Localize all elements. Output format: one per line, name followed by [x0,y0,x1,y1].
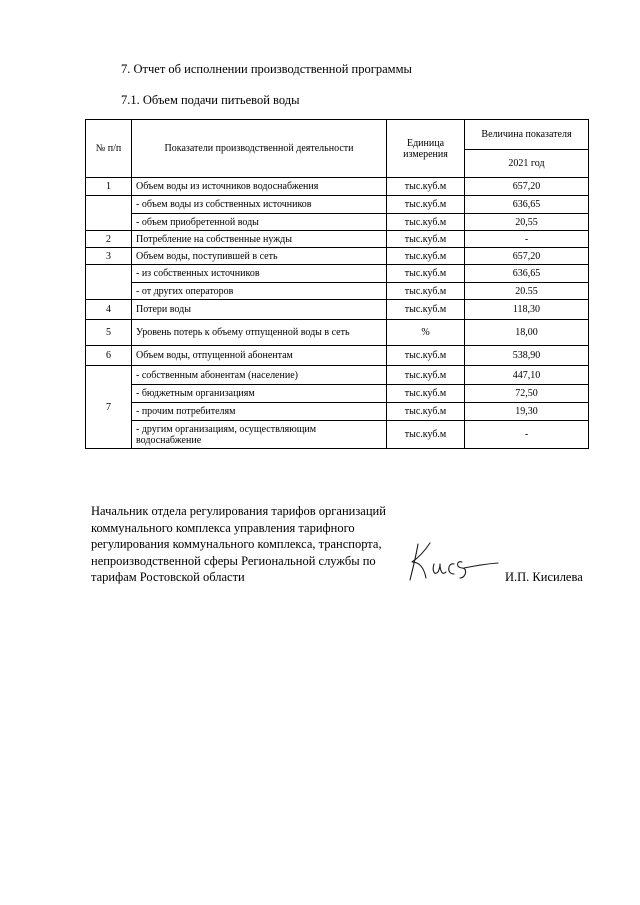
row-indicator: - собственным абонентам (население) [132,366,387,385]
row-num [86,265,132,300]
signatory-position [91,503,407,586]
row-unit: тыс.куб.м [387,346,465,366]
section-title: 7. Отчет об исполнении производственной программы [121,62,412,76]
signatory-name: И.П. Кисилева [505,570,583,584]
table-row [86,265,589,283]
row-indicator: - бюджетным организациям [132,385,387,403]
row-num: 4 [86,300,132,320]
signatory-position-line: тарифам Ростовской области [91,570,245,584]
signatory-position-line: регулирования коммунального комплекса, транспорта, [91,537,382,551]
row-value: 18,00 [465,320,589,346]
signatory-position-line: коммунального комплекса управления тарифного [91,520,355,535]
table-row [86,385,589,403]
signatory-position-line: Начальник отдела регулирования тарифов организаций [91,504,386,518]
table-row [86,320,589,346]
row-unit: тыс.куб.м [387,403,465,421]
row-unit: тыс.куб.м [387,178,465,196]
row-value: 636,65 [465,265,589,283]
row-value: 657,20 [465,178,589,196]
table-row [86,283,589,300]
row-indicator: - прочим потребителям [132,403,387,421]
row-unit: тыс.куб.м [387,283,465,300]
row-unit: тыс.куб.м [387,231,465,248]
header-num: № п/п [86,120,132,178]
table-row [86,346,589,366]
header-value: Величина показателя [465,120,589,150]
header-unit: Единица измерения [387,120,465,178]
handwritten-signature [404,538,502,584]
row-value: 447,10 [465,366,589,385]
row-indicator: - из собственных источников [132,265,387,283]
table-row [86,300,589,320]
row-num: 2 [86,231,132,248]
row-indicator: Объем воды, отпущенной абонентам [132,346,387,366]
header-indicator: Показатели производственной деятельности [132,120,387,178]
row-unit: тыс.куб.м [387,265,465,283]
row-num: 1 [86,178,132,196]
row-num: 3 [86,248,132,265]
table-row [86,214,589,231]
table-row [86,366,589,385]
table-row [86,248,589,265]
water-supply-table [85,119,589,449]
row-unit: тыс.куб.м [387,421,465,449]
signatory-position-line: непроизводственной сферы Региональной службы по [91,553,376,568]
row-indicator: Потребление на собственные нужды [132,231,387,248]
table-row [86,196,589,214]
row-unit: тыс.куб.м [387,385,465,403]
subsection-title: 7.1. Объем подачи питьевой воды [121,93,300,107]
table-row [86,178,589,196]
row-value: 538,90 [465,346,589,366]
row-indicator: - другим организациям, осуществляющим водоснабжение [132,421,387,449]
row-unit: тыс.куб.м [387,300,465,320]
row-num: 5 [86,320,132,346]
row-value: 20,55 [465,214,589,231]
row-indicator: Объем воды из источников водоснабжения [132,178,387,196]
table-row [86,403,589,421]
header-year: 2021 год [465,150,589,178]
row-num: 7 [86,366,132,449]
row-unit: тыс.куб.м [387,366,465,385]
row-unit: тыс.куб.м [387,214,465,231]
row-value: - [465,421,589,449]
row-value: 72,50 [465,385,589,403]
row-indicator: Объем воды, поступившей в сеть [132,248,387,265]
table-row [86,231,589,248]
row-value: 20.55 [465,283,589,300]
row-value: 118,30 [465,300,589,320]
row-value: 636,65 [465,196,589,214]
row-unit: тыс.куб.м [387,196,465,214]
row-indicator: Уровень потерь к объему отпущенной воды в сеть [132,320,387,346]
row-num [86,196,132,231]
row-unit: тыс.куб.м [387,248,465,265]
row-indicator: - от других операторов [132,283,387,300]
row-num: 6 [86,346,132,366]
row-unit: % [387,320,465,346]
row-value: - [465,231,589,248]
row-indicator: - объем воды из собственных источников [132,196,387,214]
row-indicator: Потери воды [132,300,387,320]
row-indicator: - объем приобретенной воды [132,214,387,231]
row-value: 19,30 [465,403,589,421]
table-row [86,421,589,449]
row-value: 657,20 [465,248,589,265]
